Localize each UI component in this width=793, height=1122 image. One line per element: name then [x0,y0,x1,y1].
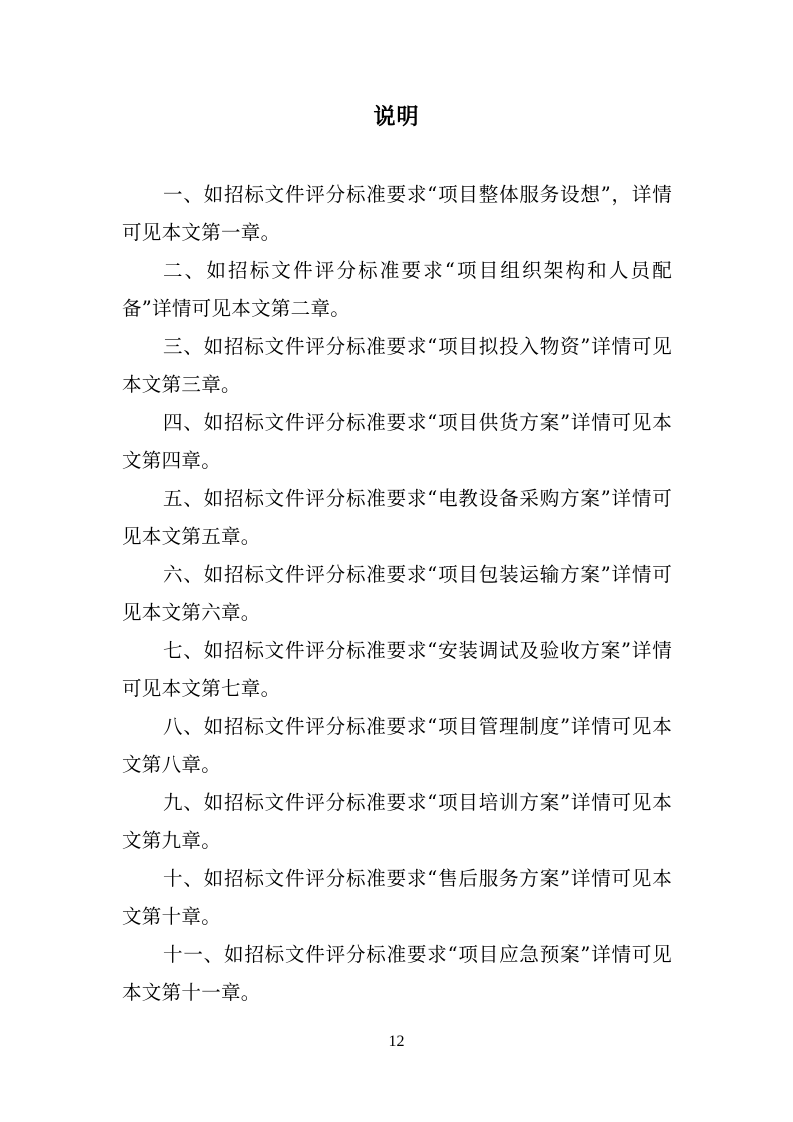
paragraph-11: 十一、如招标文件评分标准要求“项目应急预案”详情可见本文第十一章。 [122,943,672,1004]
paragraph-8: 八、如招标文件评分标准要求“项目管理制度”详情可见本文第八章。 [122,715,672,776]
paragraph-6: 六、如招标文件评分标准要求“项目包装运输方案”详情可见本文第六章。 [122,563,672,624]
paragraph-4: 四、如招标文件评分标准要求“项目供货方案”详情可见本文第四章。 [122,411,672,472]
paragraph-9: 九、如招标文件评分标准要求“项目培训方案”详情可见本文第九章。 [122,791,672,852]
paragraph-5: 五、如招标文件评分标准要求“电教设备采购方案”详情可见本文第五章。 [122,487,672,548]
paragraph-10: 十、如招标文件评分标准要求“售后服务方案”详情可见本文第十章。 [122,867,672,928]
paragraph-2: 二、如招标文件评分标准要求“项目组织架构和人员配备”详情可见本文第二章。 [122,259,672,320]
paragraph-3: 三、如招标文件评分标准要求“项目拟投入物资”详情可见本文第三章。 [122,335,672,396]
page-title: 说明 [373,105,420,130]
page-number: 12 [388,1033,405,1050]
paragraph-1: 一、如招标文件评分标准要求“项目整体服务设想”，详情可见本文第一章。 [122,183,672,244]
paragraph-7: 七、如招标文件评分标准要求“安装调试及验收方案”详情可见本文第七章。 [122,639,672,700]
document-body [122,176,672,1012]
